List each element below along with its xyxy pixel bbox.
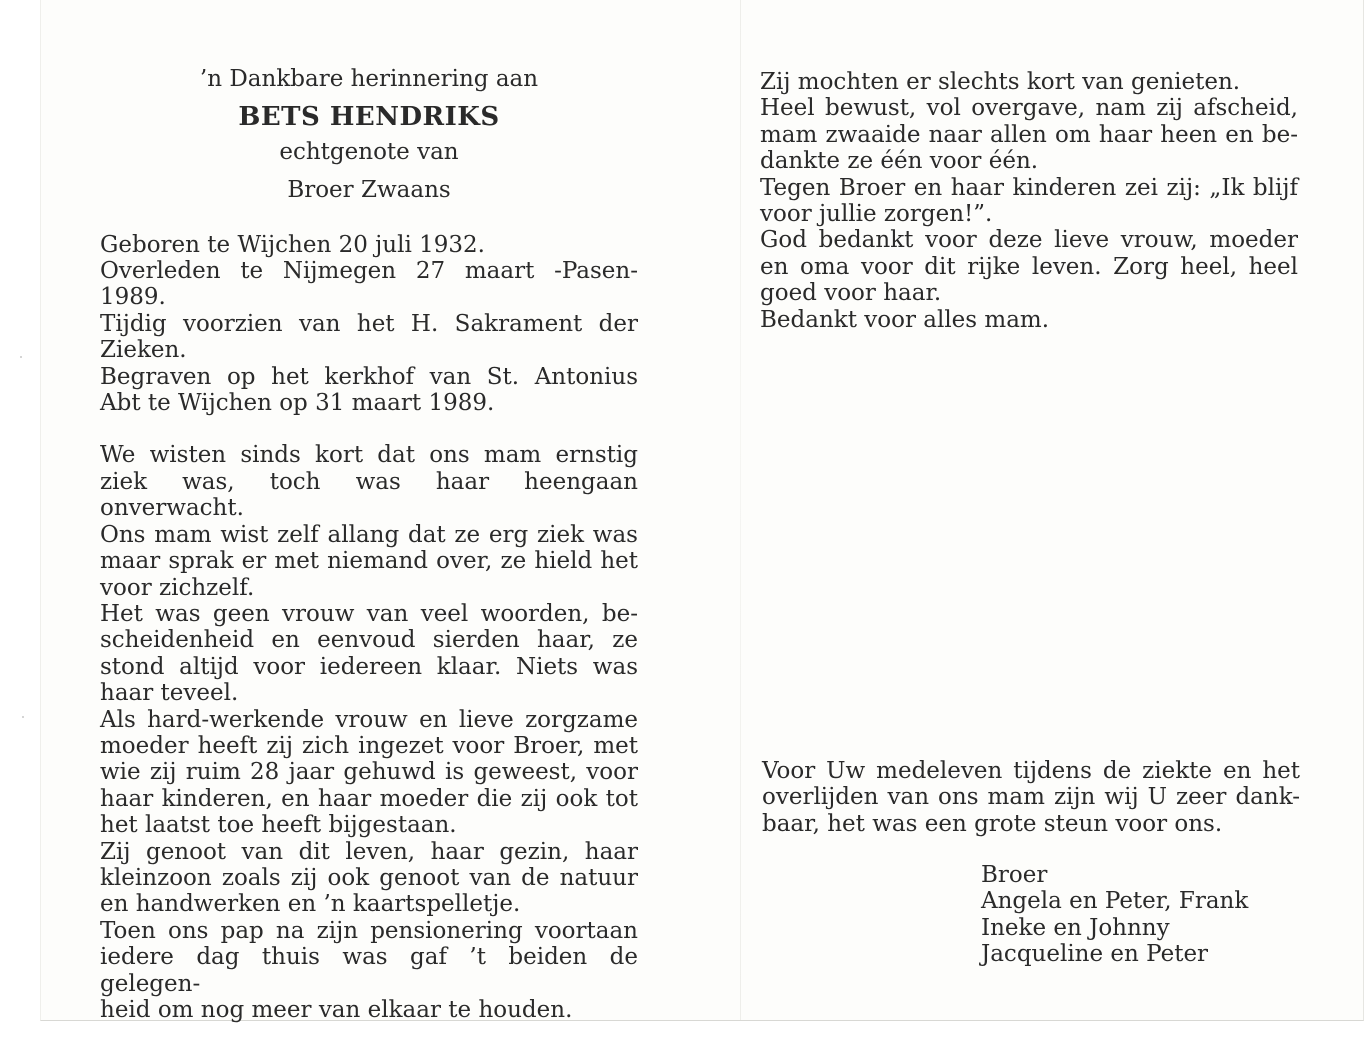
family-signature [981, 862, 1248, 968]
thank-you-note [762, 758, 1300, 837]
farewell-line: God bedankt voor deze lieve vrouw, moeder [760, 227, 1298, 254]
paper-speck [20, 356, 22, 358]
farewell-line: mam zwaaide naar allen om haar heen en be- [760, 121, 1298, 148]
thanks-line: Voor Uw medeleven tijdens de ziekte en het [762, 758, 1300, 784]
signatory-line: Ineke en Johnny [981, 914, 1170, 941]
signatory-line: Angela en Peter, Frank [981, 888, 1249, 915]
paper-speck [22, 716, 24, 718]
card-fold-line [740, 0, 741, 1020]
tribute-line: maar sprak er met niemand over, ze hield het [100, 548, 638, 575]
tribute-line: Ons mam wist zelf allang dat ze erg ziek was [100, 521, 638, 548]
card-heading: ’n Dankbare herinnering aan [199, 66, 539, 92]
tribute-line: scheidenheid en eenvoud sierden haar, ze [100, 627, 638, 654]
fact-line: Abt te Wijchen op 31 maart 1989. [100, 390, 495, 417]
tribute-text [100, 442, 638, 1023]
thanks-line: baar, het was een grote steun voor ons. [762, 810, 1223, 837]
fact-line: Geboren te Wijchen 20 juli 1932. [100, 231, 485, 258]
tribute-line: haar kinderen, en haar moeder die zij ook tot [100, 785, 638, 812]
left-page [100, 66, 638, 1023]
fact-line: Overleden te Nijmegen 27 maart -Pasen- 1989. [100, 258, 638, 311]
thanks-line: overlijden van ons mam zijn wij U zeer dank- [762, 784, 1300, 811]
tribute-line: kleinzoon zoals zij ook genoot van de natuur [100, 864, 638, 891]
tribute-line: Als hard-werkende vrouw en lieve zorgzame [100, 706, 638, 733]
fact-line: Begraven op het kerkhof van St. Antonius [100, 363, 638, 390]
tribute-line: moeder heeft zij zich ingezet voor Broer, met [100, 732, 638, 759]
farewell-text [760, 69, 1298, 333]
fact-line: Tijdig voorzien van het H. Sakrament der [100, 310, 638, 337]
farewell-line: Heel bewust, vol overgave, nam zij afscheid, [760, 95, 1298, 122]
farewell-line: voor jullie zorgen!”. [760, 201, 993, 228]
right-page [760, 69, 1298, 333]
tribute-line: haar teveel. [100, 680, 239, 707]
tribute-line: en handwerken en ’n kaartspelletje. [100, 891, 521, 918]
life-facts [100, 232, 638, 417]
tribute-line: Zij genoot van dit leven, haar gezin, haar [100, 838, 638, 865]
farewell-line: dankte ze één voor één. [760, 148, 1039, 175]
farewell-line: Bedankt voor alles mam. [760, 306, 1050, 333]
farewell-line: Tegen Broer en haar kinderen zei zij: „Ik blijf [760, 174, 1298, 201]
tribute-line: iedere dag thuis was gaf ’t beiden de gelegen- [100, 944, 638, 997]
spouse-name: Broer Zwaans [287, 177, 451, 204]
farewell-line: goed voor haar. [760, 280, 942, 307]
farewell-line: Zij mochten er slechts kort van genieten. [760, 69, 1241, 95]
paragraph-gap [100, 416, 638, 442]
tribute-line: stond altijd voor iedereen klaar. Niets was [100, 653, 638, 680]
deceased-name: BETS HENDRIKS [238, 102, 500, 133]
farewell-line: en oma voor dit rijke leven. Zorg heel, heel [760, 253, 1298, 280]
thank-you-lines [762, 758, 1300, 837]
spouse-label: echtgenote van [279, 138, 459, 165]
tribute-line: het laatst toe heeft bijgestaan. [100, 812, 457, 839]
signatory-list [981, 862, 1248, 968]
tribute-line: ziek was, toch was haar heengaan onverwacht. [100, 468, 638, 522]
fact-line: Zieken. [100, 337, 187, 364]
tribute-line: We wisten sinds kort dat ons mam ernstig [100, 442, 638, 469]
signatory-line: Broer [981, 862, 1048, 888]
signatory-line: Jacqueline en Peter [981, 941, 1209, 968]
tribute-line: wie zij ruim 28 jaar gehuwd is geweest, voor [100, 759, 638, 786]
tribute-line: voor zichzelf. [100, 574, 255, 601]
tribute-line: Het was geen vrouw van veel woorden, be- [100, 600, 638, 627]
tribute-line: Toen ons pap na zijn pensionering voortaan [100, 917, 638, 944]
tribute-line: heid om nog meer van elkaar te houden. [100, 997, 573, 1023]
